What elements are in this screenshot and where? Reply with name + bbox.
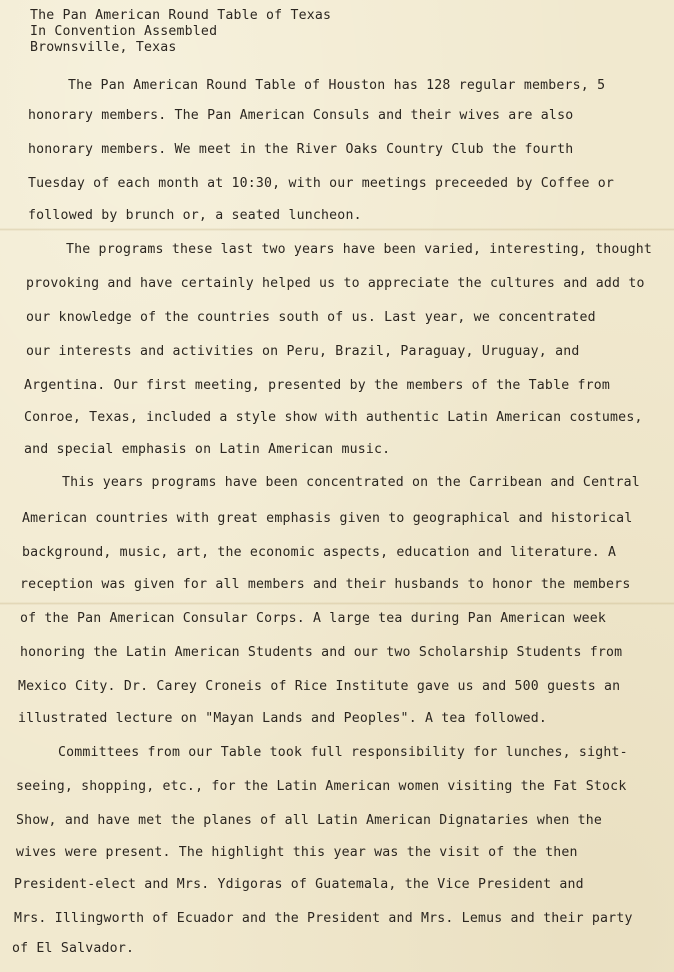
body-line: Conroe, Texas, included a style show with authentic Latin American costumes, (24, 410, 643, 425)
body-line: honoring the Latin American Students and our two Scholarship Students from (20, 645, 623, 660)
body-line: honorary members. We meet in the River Oaks Country Club the fourth (28, 142, 574, 157)
body-line: and special emphasis on Latin American music. (24, 442, 391, 457)
body-line: our interests and activities on Peru, Brazil, Paraguay, Uruguay, and (26, 344, 580, 359)
address-line-event: In Convention Assembled (30, 24, 218, 39)
body-line: The Pan American Round Table of Houston has 128 regular members, 5 (68, 78, 606, 93)
body-line: illustrated lecture on "Mayan Lands and Peoples". A tea followed. (18, 711, 548, 726)
body-line: Tuesday of each month at 10:30, with our meetings preceeded by Coffee or (28, 176, 615, 191)
body-line: seeing, shopping, etc., for the Latin American women visiting the Fat Stock (16, 779, 627, 794)
body-line: The programs these last two years have been varied, interesting, thought (66, 242, 653, 257)
body-line: Show, and have met the planes of all Latin American Dignataries when the (16, 813, 603, 828)
body-line: This years programs have been concentrated on the Carribean and Central (62, 475, 640, 490)
body-line: of the Pan American Consular Corps. A large tea during Pan American week (20, 611, 607, 626)
body-line: of El Salvador. (12, 941, 135, 956)
body-line: followed by brunch or, a seated luncheon. (28, 208, 362, 223)
body-line: background, music, art, the economic aspects, education and literature. A (22, 545, 617, 560)
address-line-organization: The Pan American Round Table of Texas (30, 8, 332, 23)
body-line: Mrs. Illingworth of Ecuador and the President and Mrs. Lemus and their party (14, 911, 633, 926)
paper-fold-crease (0, 228, 674, 231)
body-line: provoking and have certainly helped us to appreciate the cultures and add to (26, 276, 645, 291)
body-line: our knowledge of the countries south of us. Last year, we concentrated (26, 310, 596, 325)
body-line: wives were present. The highlight this year was the visit of the then (16, 845, 578, 860)
body-line: President-elect and Mrs. Ydigoras of Guatemala, the Vice President and (14, 877, 584, 892)
body-line: reception was given for all members and their husbands to honor the members (20, 577, 631, 592)
paper-fold-crease (0, 602, 674, 605)
body-line: American countries with great emphasis given to geographical and historical (22, 511, 633, 526)
body-line: Mexico City. Dr. Carey Croneis of Rice Institute gave us and 500 guests an (18, 679, 621, 694)
address-line-city: Brownsville, Texas (30, 40, 177, 55)
body-line: Argentina. Our first meeting, presented by the members of the Table from (24, 378, 611, 393)
body-line: honorary members. The Pan American Consuls and their wives are also (28, 108, 574, 123)
body-line: Committees from our Table took full responsibility for lunches, sight- (58, 745, 628, 760)
